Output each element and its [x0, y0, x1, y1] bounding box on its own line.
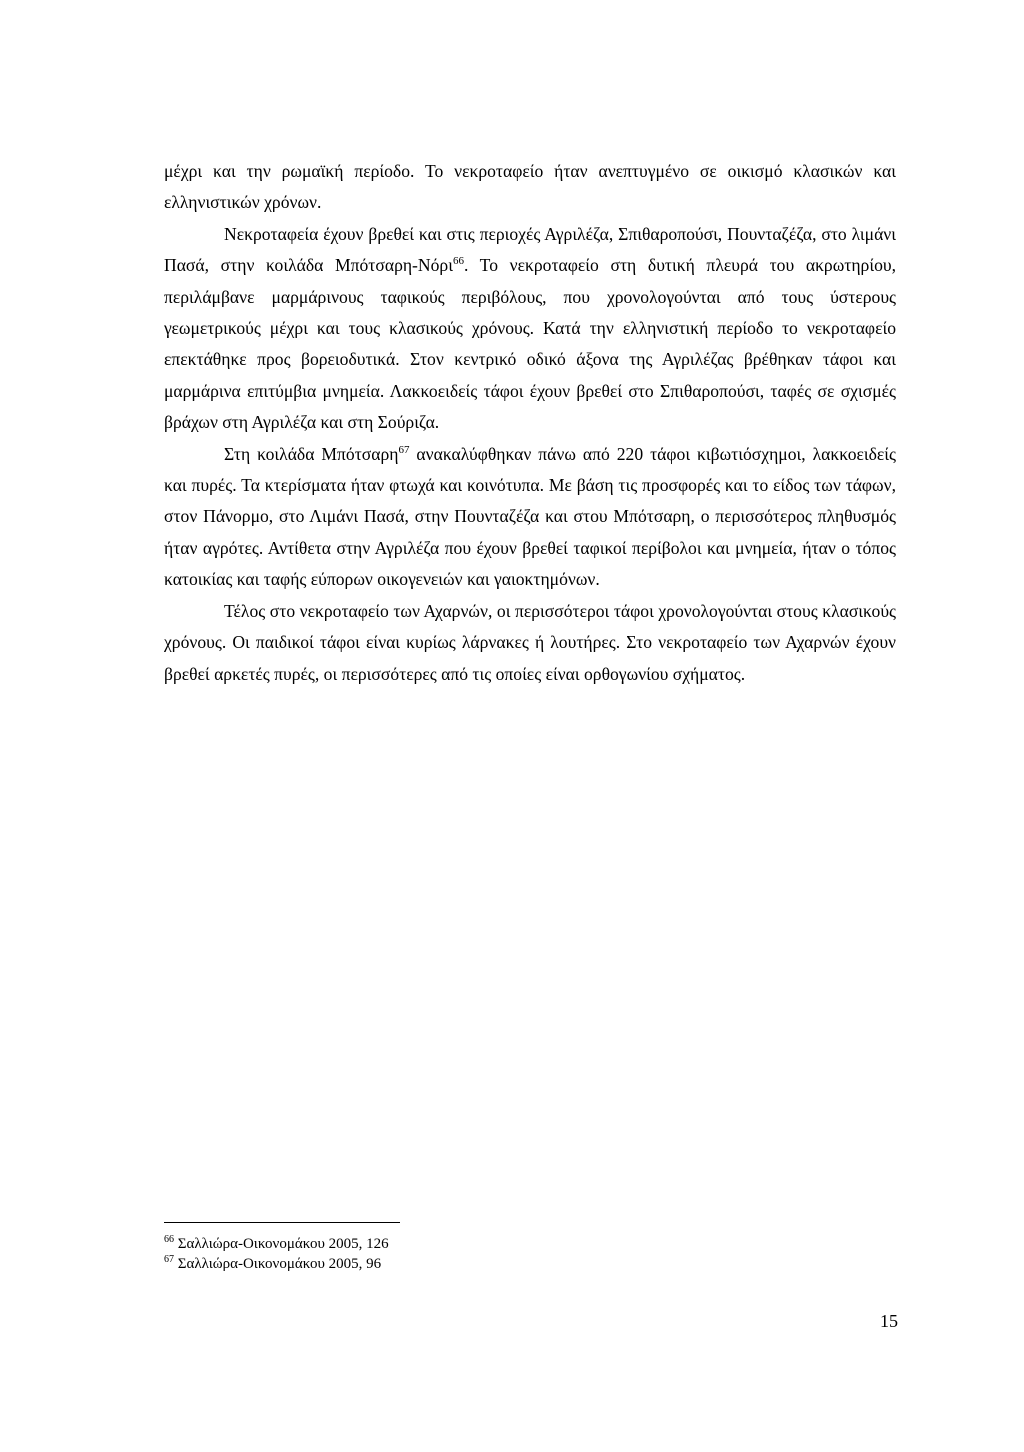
footnote-number: 66	[164, 1234, 174, 1245]
paragraph	[164, 439, 896, 596]
paragraph-text: ανακαλύφθηκαν πάνω από 220 τάφοι κιβωτιόσχημοι, λακκοειδείς και πυρές. Τα κτερίσματα ήταν φτωχά και κοινότυπα. Με βάση τις προσφορές και το είδος των τάφων, στον Πάνορμο, στο Λιμάνι Πασά, στην Πουνταζέζα και στου Μπότσαρη, ο περισσότερος πληθυσμός ήταν αγρότες. Αντίθετα στην Αγριλέζα που έχουν βρεθεί ταφικοί περίβολοι και μνημεία, ήταν ο τόπος κατοικίας και ταφής εύπορων οικογενειών και γαιοκτημόνων.	[164, 443, 896, 590]
paragraph	[164, 219, 896, 439]
footnote	[164, 1234, 764, 1254]
footnote-text: Σαλλιώρα-Οικονομάκου 2005, 96	[177, 1256, 382, 1272]
paragraph-text: Στη κοιλάδα Μπότσαρη	[224, 443, 399, 464]
footnote-separator	[164, 1222, 400, 1223]
footnotes	[164, 1234, 764, 1274]
footnote-reference: 66	[452, 255, 464, 268]
footnote-number: 67	[164, 1254, 174, 1265]
paragraph-text: Νεκροταφεία έχουν βρεθεί και στις περιοχές Αγριλέζα, Σπιθαροπούσι, Πουνταζέζα, στο λιμάνι Πασά, στην κοιλάδα Μπότσαρη-Νόρι	[164, 223, 896, 276]
paragraph-text: . Το νεκροταφείο στη δυτική πλευρά του ακρωτηρίου, περιλάμβανε μαρμάρινους ταφικούς περιβόλους, που χρονολογούνται από τους ύστερους γεωμετρικούς μέχρι και τους κλασικούς χρόνους. Κατά την ελληνιστική περίοδο το νεκροταφείο επεκτάθηκε προς βορειοδυτικά. Στον κεντρικό οδικό άξονα της Αγριλέζας βρέθηκαν τάφοι και μαρμάρινα επιτύμβια μνημεία. Λακκοειδείς τάφοι έχουν βρεθεί στο Σπιθαροπούσι, ταφές σε σχισμές βράχων στη Αγριλέζα και στη Σούριζα.	[164, 255, 896, 433]
footnote-reference: 67	[398, 443, 410, 456]
page-number: 15	[880, 1311, 898, 1331]
paragraph-text: Τέλος στο νεκροταφείο των Αχαρνών, οι περισσότεροι τάφοι χρονολογούνται στους κλασικούς χρόνους. Οι παιδικοί τάφοι είναι κυρίως λάρνακες ή λουτήρες. Στο νεκροταφείο των Αχαρνών έχουν βρεθεί αρκετές πυρές, οι περισσότερες από τις οποίες είναι ορθογωνίου σχήματος.	[164, 600, 896, 684]
paragraph	[164, 596, 896, 690]
paragraph-text: μέχρι και την ρωμαϊκή περίοδο. Το νεκροταφείο ήταν ανεπτυγμένο σε οικισμό κλασικών και ελληνιστικών χρόνων.	[164, 161, 896, 213]
footnote	[164, 1254, 764, 1274]
footnote-text: Σαλλιώρα-Οικονομάκου 2005, 126	[177, 1236, 389, 1252]
paragraph	[164, 156, 896, 219]
body-text	[164, 156, 896, 690]
